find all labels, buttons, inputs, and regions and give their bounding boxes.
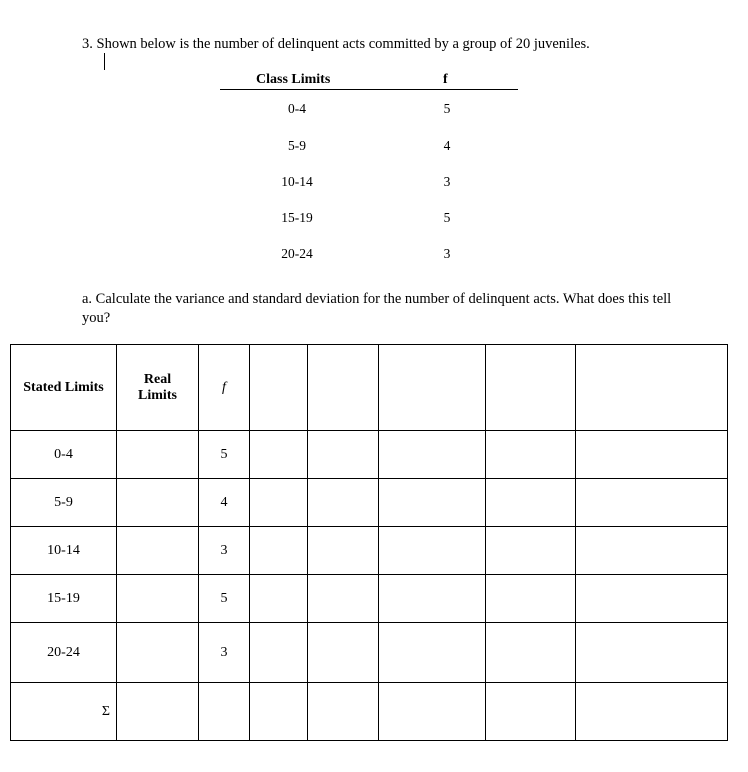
- work-table: [10, 344, 728, 741]
- blank-cell[interactable]: [379, 479, 486, 527]
- blank-cell[interactable]: [308, 683, 379, 741]
- blank-cell[interactable]: [486, 431, 576, 479]
- blank-cell[interactable]: [486, 527, 576, 575]
- f-header: f: [199, 345, 250, 431]
- stated-limit: 20-24: [11, 623, 117, 683]
- frequency: 3: [443, 246, 451, 261]
- table-row: [11, 527, 728, 575]
- blank-cell[interactable]: [576, 683, 728, 741]
- sigma-icon: Σ: [11, 683, 117, 741]
- table-row: [11, 431, 728, 479]
- part-a-text: a. Calculate the variance and standard deviation for the number of delinquent acts. What does this tell you?: [82, 291, 672, 326]
- blank-cell[interactable]: [308, 575, 379, 623]
- blank-cell[interactable]: [117, 683, 199, 741]
- blank-cell[interactable]: [379, 575, 486, 623]
- frequency: 3: [199, 623, 250, 683]
- real-limit-cell[interactable]: [117, 527, 199, 575]
- table-row: [11, 479, 728, 527]
- table-row: [11, 575, 728, 623]
- class-limits-header: Class Limits: [256, 72, 331, 87]
- blank-cell[interactable]: [486, 623, 576, 683]
- blank-cell[interactable]: [308, 527, 379, 575]
- class-limit: 5-9: [288, 138, 306, 153]
- blank-cell[interactable]: [576, 431, 728, 479]
- class-limit: 20-24: [281, 246, 313, 261]
- blank-header[interactable]: [486, 345, 576, 431]
- real-limits-header: Real Limits: [117, 345, 199, 431]
- blank-cell[interactable]: [379, 527, 486, 575]
- frequency: 5: [199, 431, 250, 479]
- stated-limits-header: Stated Limits: [11, 345, 117, 431]
- blank-cell[interactable]: [576, 527, 728, 575]
- frequency: 5: [199, 575, 250, 623]
- blank-header[interactable]: [576, 345, 728, 431]
- sum-f-cell[interactable]: [199, 683, 250, 741]
- header-row: [11, 345, 728, 431]
- class-limit: 10-14: [281, 174, 313, 189]
- blank-cell[interactable]: [250, 479, 308, 527]
- blank-cell[interactable]: [486, 479, 576, 527]
- text-cursor: [104, 53, 105, 70]
- blank-cell[interactable]: [250, 623, 308, 683]
- blank-cell[interactable]: [576, 575, 728, 623]
- frequency: 4: [443, 138, 451, 153]
- blank-cell[interactable]: [250, 575, 308, 623]
- blank-cell[interactable]: [250, 527, 308, 575]
- blank-cell[interactable]: [576, 623, 728, 683]
- blank-header[interactable]: [379, 345, 486, 431]
- frequency: 3: [443, 174, 451, 189]
- stated-limit: 15-19: [11, 575, 117, 623]
- blank-cell[interactable]: [486, 575, 576, 623]
- header-rule: [220, 89, 518, 90]
- stated-limit: 5-9: [11, 479, 117, 527]
- stated-limit: 0-4: [11, 431, 117, 479]
- blank-cell[interactable]: [379, 683, 486, 741]
- blank-header[interactable]: [308, 345, 379, 431]
- real-limit-cell[interactable]: [117, 479, 199, 527]
- frequency: 4: [199, 479, 250, 527]
- class-limit: 0-4: [288, 101, 306, 116]
- table-row: [11, 623, 728, 683]
- blank-cell[interactable]: [379, 431, 486, 479]
- frequency: 3: [199, 527, 250, 575]
- blank-cell[interactable]: [486, 683, 576, 741]
- stated-limit: 10-14: [11, 527, 117, 575]
- blank-cell[interactable]: [308, 479, 379, 527]
- class-limit: 15-19: [281, 210, 313, 225]
- real-limit-cell[interactable]: [117, 575, 199, 623]
- blank-cell[interactable]: [250, 431, 308, 479]
- real-limit-cell[interactable]: [117, 623, 199, 683]
- question-text: 3. Shown below is the number of delinquent acts committed by a group of 20 juveniles.: [82, 36, 590, 52]
- blank-header[interactable]: [250, 345, 308, 431]
- sum-row: [11, 683, 728, 741]
- real-limit-cell[interactable]: [117, 431, 199, 479]
- blank-cell[interactable]: [379, 623, 486, 683]
- blank-cell[interactable]: [250, 683, 308, 741]
- blank-cell[interactable]: [576, 479, 728, 527]
- f-header: f: [443, 72, 448, 87]
- blank-cell[interactable]: [308, 431, 379, 479]
- frequency: 5: [443, 210, 451, 225]
- frequency: 5: [443, 101, 451, 116]
- blank-cell[interactable]: [308, 623, 379, 683]
